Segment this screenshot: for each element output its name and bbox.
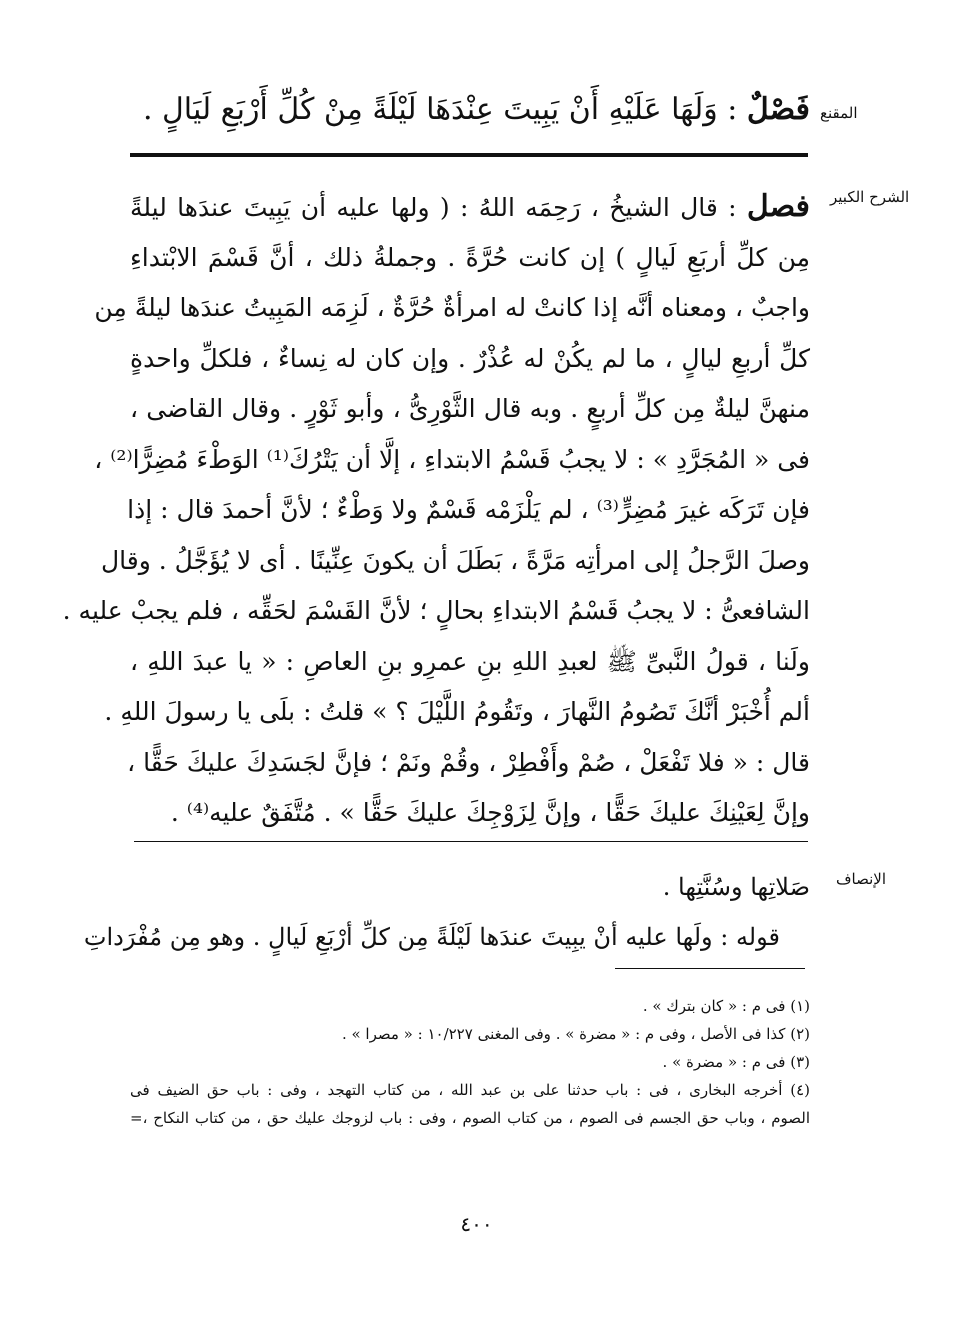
muqni-body: : وَلَهَا عَلَيْهِ أَنْ يَبِيتَ عِنْدَهَا لَيْلَةً مِنْ كُلِّ أَرْبَعِ لَيَالٍ . <box>142 92 738 127</box>
footnote: الصوم ، وباب حق الجسم فى الصوم ، من كتاب الصوم ، وفى : باب لزوجك عليك حق ، من كتاب النكاح ،= <box>130 1109 810 1127</box>
muqni-heading: فَصْلٌ <box>746 92 810 127</box>
muqni-divider <box>130 153 808 157</box>
sharh-line: واجبٌ ، ومعناه أنَّه إذا كانتْ له امرأةٌ حُرَّةٌ ، لَزِمَه المَبِيتُ عندَها ليلةً مِن <box>94 293 810 322</box>
sharh-line <box>130 182 810 233</box>
sharh-text <box>62 182 810 839</box>
footnote: (١) فى م : « كان بترك » . <box>642 997 810 1015</box>
footnote: (٣) فى م : « مضرة » . <box>662 1053 810 1071</box>
insaf-line: قوله : ولَها عليه أنْ يبِيتَ عندَها لَيْلَةً مِن كلِّ أرْبَعِ لَيالٍ . وهو مِن مُفْرَداتِ <box>83 923 780 951</box>
sharh-line: ولَنا ، قولُ النَّبىِّ ﷺ لعبدِ اللهِ بنِ عمرِو بنِ العاصِ : « يا عبدَ اللهِ ، <box>130 646 810 676</box>
margin-label-muqni: المقنع <box>820 104 858 122</box>
margin-label-insaf: الإنصاف <box>836 870 887 888</box>
sharh-line-text: : قال الشيخُ ، رَحِمَه اللهُ : ( ولها عليه أن يَبِيتَ عندَها ليلةً <box>130 193 737 222</box>
sharh-divider <box>134 841 808 842</box>
margin-label-sharh: الشرح الكبير <box>830 188 910 206</box>
sharh-line: كلِّ أربعِ ليالٍ ، ما لم يكُنْ له عُذْرٌ . وإن كان له نِساءٌ ، فلكلِّ واحدةٍ <box>130 343 810 373</box>
sharh-line: وإنَّ لِعَيْنِكَ عليكَ حَقًّا ، وإنَّ لِزَوْجِكَ عليكَ حَقًّا » . مُتَّفَقٌ عليه⁽⁴⁾ . <box>170 798 810 827</box>
footnote-divider <box>615 968 805 969</box>
insaf-line: صَلاتِها وسُنَّتِها . <box>662 873 810 901</box>
page-number: ٤٠٠ <box>460 1212 493 1236</box>
insaf-text <box>83 862 810 962</box>
sharh-line: مِن كلِّ أربَعِ لَيالٍ ) إن كانت حُرَّةً . وجملةُ ذلك ، أنَّ قَسْمَ الابْتداءِ <box>130 242 810 272</box>
footnote: (٢) كذا فى الأصل ، وفى م : « مضرة » . وفى المغنى ١٠/٢٢٧ : « مصرا » . <box>341 1025 810 1043</box>
sharh-line: فإن تَرَكَه غيرَ مُضِرٍّ⁽³⁾ ، لم يَلْزَمْه قَسْمٌ ولا وَطْءٌ ؛ لأنَّ أحمدَ قال : إذا <box>127 495 810 524</box>
footnote: (٤) أخرجه البخارى ، فى : باب حدثنا على بن عبد الله ، من كتاب التهجد ، وفى : باب حق الضيف فى <box>130 1081 810 1099</box>
sharh-line: ألم أُخْبَرْ أنَّكَ تَصُومُ النَّهارَ ، وتَقُومُ اللَّيْلَ ؟ » قلتُ : بلَى يا رسولَ اللهِ . <box>104 697 810 726</box>
sharh-line: منهنَّ ليلةٌ مِن كلِّ أربعٍ . وبه قال الثَّوْرِىُّ ، وأبو ثَوْرٍ . وقال القاضى ، <box>130 394 810 423</box>
footnotes <box>130 992 810 1132</box>
sharh-line: قال : « فلا تَفْعَلْ ، صُمْ وأَفْطِرْ ، وقُمْ ونَمْ ؛ فإنَّ لجَسَدِكَ عليكَ حَقًّا ، <box>127 747 810 777</box>
muqni-text <box>130 88 810 132</box>
sharh-heading: فصل <box>746 189 810 224</box>
sharh-line: وصلَ الرَّجلُ إلى امرأتِه مَرَّةً ، بَطَلَ أن يكونَ عِنِّينًا . أى لا يُؤَجَّلُ . وقال <box>100 545 810 575</box>
sharh-line: فى « المُجَرَّدِ » : لا يجبُ قَسْمُ الابتداءِ ، إلَّا أن يَتْرُكَ⁽¹⁾ الوَطْءَ مُضِرًّا⁽²⁾ ، <box>94 444 810 474</box>
sharh-line: الشافعىُّ : لا يجبُ قَسْمُ الابتداءِ بحالٍ ؛ لأنَّ القَسْمَ لحَقِّه ، فلم يجبْ عليه . <box>62 596 810 625</box>
